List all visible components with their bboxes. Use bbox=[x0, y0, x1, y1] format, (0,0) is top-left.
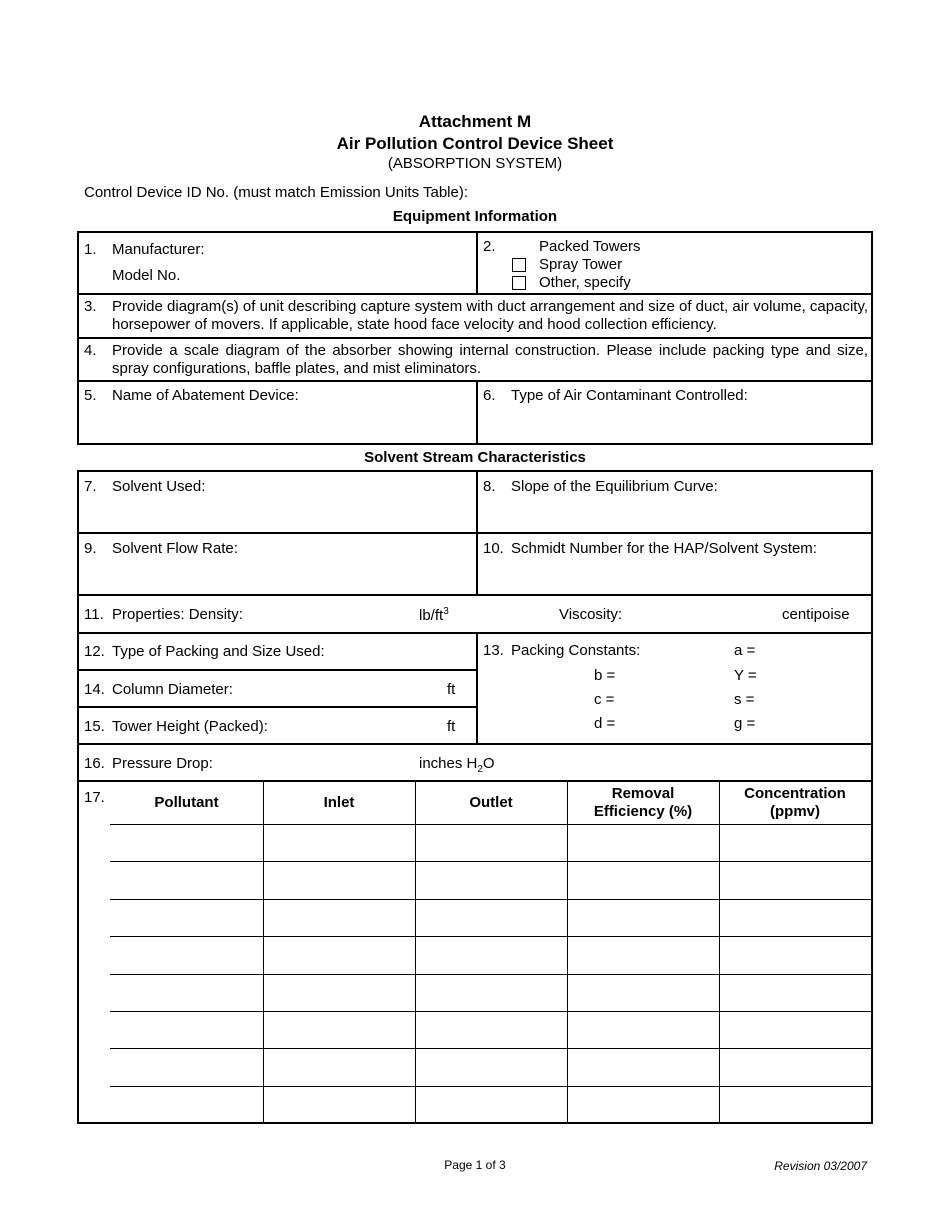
item-number: 1. bbox=[84, 241, 97, 258]
table-cell[interactable] bbox=[264, 1049, 414, 1084]
system-type: (ABSORPTION SYSTEM) bbox=[387, 155, 563, 172]
table-cell[interactable] bbox=[568, 937, 718, 972]
table-header-line: Concentration bbox=[744, 784, 846, 802]
revision: Revision 03/2007 bbox=[774, 1159, 867, 1173]
item-number: 9. bbox=[84, 540, 97, 557]
item-number: 17. bbox=[84, 789, 105, 806]
table-cell[interactable] bbox=[568, 1087, 718, 1122]
table-cell[interactable] bbox=[416, 900, 566, 935]
table-header-concentration-ppmv bbox=[719, 781, 871, 824]
page-number: Page 1 of 3 bbox=[444, 1158, 506, 1172]
table-cell[interactable] bbox=[720, 825, 870, 860]
item-number: 7. bbox=[84, 478, 97, 495]
pd-unit-subscript: 2 bbox=[477, 764, 483, 775]
slope-label: Slope of the Equilibrium Curve: bbox=[511, 478, 718, 495]
constant-s: s = bbox=[734, 691, 755, 708]
pd-unit-base: inches H bbox=[419, 755, 478, 772]
divider bbox=[476, 231, 478, 293]
diameter-unit: ft bbox=[447, 681, 456, 698]
table-cell[interactable] bbox=[264, 825, 414, 860]
table-cell[interactable] bbox=[720, 900, 870, 935]
table-header-removal-efficiency bbox=[567, 781, 719, 824]
divider bbox=[476, 470, 478, 594]
table-cell[interactable] bbox=[264, 862, 414, 897]
section-solvent: Solvent Stream Characteristics bbox=[364, 449, 586, 466]
packing-constants-label: Packing Constants: bbox=[511, 642, 641, 659]
divider bbox=[77, 532, 873, 534]
table-cell[interactable] bbox=[568, 975, 718, 1010]
other-label: Other, specify bbox=[539, 274, 631, 291]
density-unit-base: lb/ft bbox=[419, 607, 444, 624]
divider bbox=[77, 632, 873, 634]
divider bbox=[77, 337, 873, 339]
divider bbox=[77, 380, 873, 382]
table-cell[interactable] bbox=[111, 937, 262, 972]
item-number: 3. bbox=[84, 298, 97, 315]
item-number: 2. bbox=[483, 238, 496, 255]
item-number: 6. bbox=[483, 387, 496, 404]
divider bbox=[476, 632, 478, 743]
table-cell[interactable] bbox=[720, 975, 870, 1010]
table-cell[interactable] bbox=[264, 900, 414, 935]
item-number: 12. bbox=[84, 643, 105, 660]
packing-type-label: Type of Packing and Size Used: bbox=[112, 643, 325, 660]
table-cell[interactable] bbox=[111, 1049, 262, 1084]
table-cell[interactable] bbox=[111, 1012, 262, 1047]
item-number: 8. bbox=[483, 478, 496, 495]
item-number: 16. bbox=[84, 755, 105, 772]
item-number: 13. bbox=[483, 642, 504, 659]
flow-rate-label: Solvent Flow Rate: bbox=[112, 540, 238, 557]
pressure-drop-label: Pressure Drop: bbox=[112, 755, 213, 772]
table-cell[interactable] bbox=[568, 1049, 718, 1084]
item-number: 15. bbox=[84, 718, 105, 735]
constant-c: c = bbox=[594, 691, 615, 708]
table-cell[interactable] bbox=[416, 937, 566, 972]
table-header-outlet bbox=[415, 781, 567, 824]
section-equipment: Equipment Information bbox=[392, 208, 558, 225]
spray-tower-checkbox[interactable] bbox=[512, 258, 526, 272]
tower-height-label: Tower Height (Packed): bbox=[112, 718, 268, 735]
table-cell[interactable] bbox=[720, 937, 870, 972]
table-header-inlet bbox=[263, 781, 415, 824]
divider bbox=[77, 706, 478, 708]
schmidt-label: Schmidt Number for the HAP/Solvent System: bbox=[511, 540, 817, 557]
table-cell[interactable] bbox=[416, 1049, 566, 1084]
constant-b: b = bbox=[594, 667, 616, 684]
constant-Y: Y = bbox=[734, 667, 757, 684]
table-cell[interactable] bbox=[416, 1087, 566, 1122]
table-cell[interactable] bbox=[568, 825, 718, 860]
density-unit-exponent: 3 bbox=[443, 606, 449, 617]
table-header-line: (ppmv) bbox=[770, 802, 820, 820]
table-header-line: Efficiency (%) bbox=[593, 802, 693, 820]
model-label: Model No. bbox=[112, 267, 181, 284]
table-cell[interactable] bbox=[416, 862, 566, 897]
table-cell[interactable] bbox=[568, 862, 718, 897]
constant-a: a = bbox=[734, 642, 756, 659]
question-3: Provide diagram(s) of unit describing capture system with duct arrangement and size of duct, air volume, capacity, horsepower of movers. If applicable, state hood face velocity and hood collection efficiency. bbox=[112, 298, 868, 333]
table-cell[interactable] bbox=[111, 975, 262, 1010]
column-diameter-label: Column Diameter: bbox=[112, 681, 233, 698]
density-unit bbox=[419, 606, 449, 624]
table-cell[interactable] bbox=[720, 1049, 870, 1084]
table-header-line: Removal bbox=[611, 784, 675, 802]
device-id-label: Control Device ID No. (must match Emission Units Table): bbox=[84, 184, 469, 201]
item-number: 5. bbox=[84, 387, 97, 404]
table-cell[interactable] bbox=[416, 975, 566, 1010]
pd-unit-suffix: O bbox=[482, 755, 495, 772]
height-unit: ft bbox=[447, 718, 456, 735]
divider bbox=[77, 594, 873, 596]
table-cell[interactable] bbox=[111, 862, 262, 897]
packed-towers-label: Packed Towers bbox=[539, 238, 641, 255]
table-cell[interactable] bbox=[264, 975, 414, 1010]
table-cell[interactable] bbox=[568, 900, 718, 935]
contaminant-label: Type of Air Contaminant Controlled: bbox=[511, 387, 748, 404]
viscosity-label: Viscosity: bbox=[559, 606, 623, 623]
table-header-pollutant bbox=[110, 781, 263, 824]
table-cell[interactable] bbox=[720, 862, 870, 897]
solvent-used-label: Solvent Used: bbox=[112, 478, 206, 495]
table-cell[interactable] bbox=[264, 1087, 414, 1122]
divider bbox=[77, 743, 873, 745]
table-cell[interactable] bbox=[416, 1012, 566, 1047]
question-4: Provide a scale diagram of the absorber showing internal construction. Please include packing type and size, spray configurations, baffle plates, and mist eliminators. bbox=[112, 342, 868, 377]
constant-g: g = bbox=[734, 715, 756, 732]
manufacturer-label: Manufacturer: bbox=[112, 241, 205, 258]
table-header-line: Outlet bbox=[469, 793, 513, 811]
divider bbox=[77, 669, 478, 671]
page-title: Attachment M bbox=[418, 112, 532, 131]
table-header-line: Pollutant bbox=[154, 793, 219, 811]
item-number: 14. bbox=[84, 681, 105, 698]
viscosity-unit: centipoise bbox=[782, 606, 850, 623]
divider bbox=[476, 380, 478, 444]
table-cell[interactable] bbox=[264, 1012, 414, 1047]
pressure-drop-unit bbox=[419, 755, 495, 775]
table-cell[interactable] bbox=[568, 1012, 718, 1047]
table-cell[interactable] bbox=[111, 825, 262, 860]
density-label: Properties: Density: bbox=[112, 606, 243, 623]
divider bbox=[77, 293, 873, 295]
abatement-label: Name of Abatement Device: bbox=[112, 387, 299, 404]
table-cell[interactable] bbox=[264, 937, 414, 972]
table-cell[interactable] bbox=[416, 825, 566, 860]
table-header-line: Inlet bbox=[323, 793, 355, 811]
page-subtitle: Air Pollution Control Device Sheet bbox=[336, 134, 614, 153]
spray-tower-label: Spray Tower bbox=[539, 256, 623, 273]
item-number: 10. bbox=[483, 540, 504, 557]
table-cell[interactable] bbox=[720, 1087, 870, 1122]
table-cell[interactable] bbox=[720, 1012, 870, 1047]
item-number: 11. bbox=[84, 606, 104, 623]
constant-d: d = bbox=[594, 715, 616, 732]
table-cell[interactable] bbox=[111, 1087, 262, 1122]
table-cell[interactable] bbox=[111, 900, 262, 935]
item-number: 4. bbox=[84, 342, 97, 359]
other-checkbox[interactable] bbox=[512, 276, 526, 290]
